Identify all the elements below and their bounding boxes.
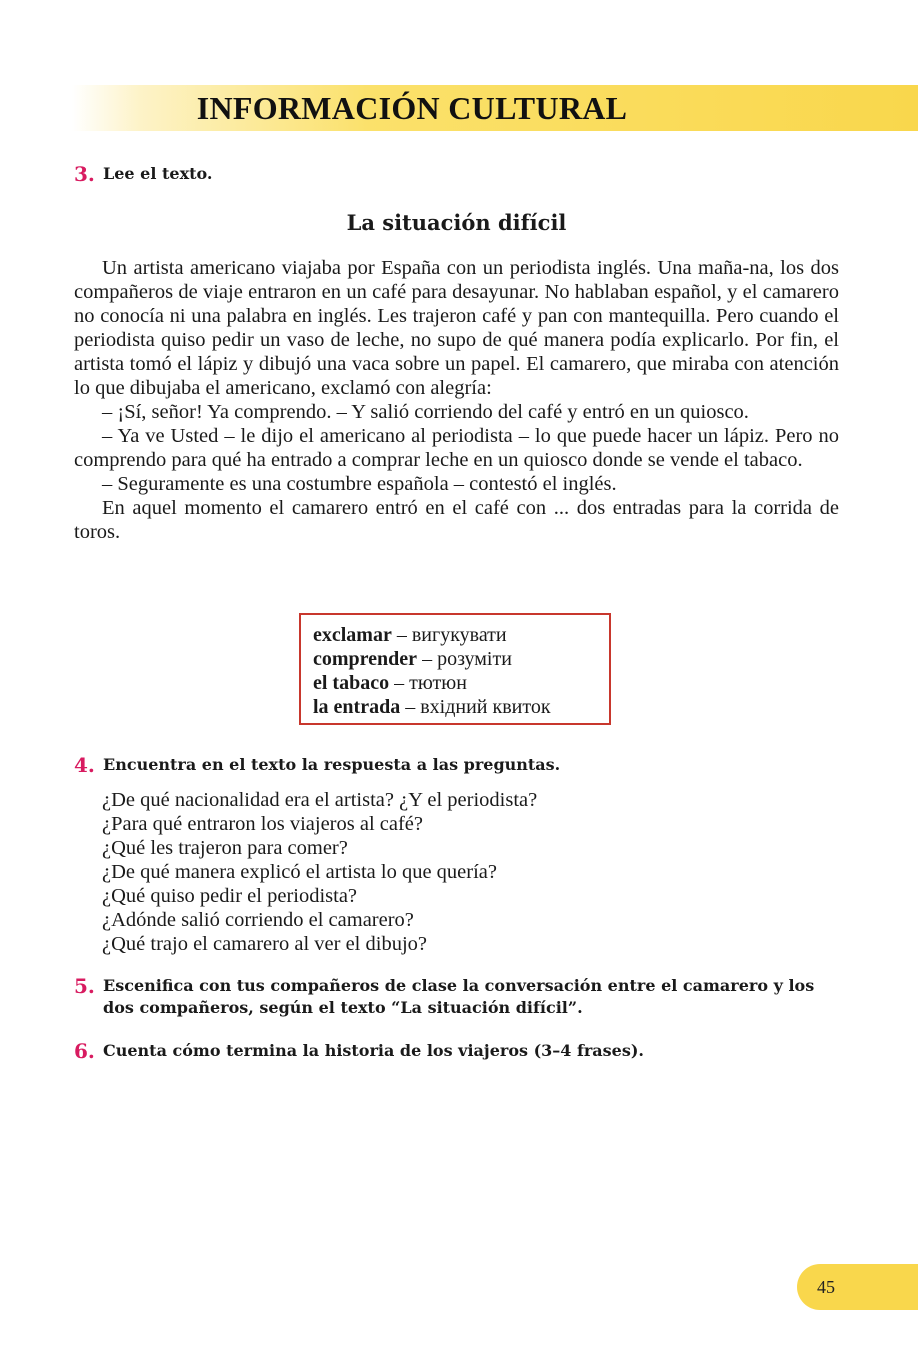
task-3 <box>74 163 844 185</box>
story-paragraph: – ¡Sí, señor! Ya comprendo. – Y salió corriendo del café y entró en un quiosco. <box>102 401 749 423</box>
question-item: ¿Qué trajo el camarero al ver el dibujo? <box>102 933 427 955</box>
task-number: 3. <box>74 162 95 186</box>
vocab-entry <box>313 695 609 719</box>
story-paragraph: En aquel momento el camarero entró en el café con ... dos entradas para la corrida de toros. <box>74 497 839 543</box>
task-number: 4. <box>74 753 95 777</box>
vocab-translation: – тютюн <box>389 672 467 694</box>
story-paragraph: – Seguramente es una costumbre española – contestó el inglés. <box>102 473 617 495</box>
task-instruction: Cuenta cómo termina la historia de los viajeros (3–4 frases). <box>103 1041 644 1060</box>
story-text <box>74 256 839 544</box>
task-number: 6. <box>74 1039 95 1063</box>
question-item: ¿De qué nacionalidad era el artista? ¿Y el periodista? <box>102 789 538 811</box>
task-instruction: Encuentra en el texto la respuesta a las preguntas. <box>103 755 561 774</box>
task-5 <box>74 975 844 1019</box>
task-instruction: Lee el texto. <box>103 164 213 183</box>
vocab-entry <box>313 671 609 695</box>
page-number: 45 <box>817 1277 835 1297</box>
vocab-entry <box>313 623 609 647</box>
question-item: ¿Qué quiso pedir el periodista? <box>102 885 358 907</box>
question-item: ¿Qué les trajeron para comer? <box>102 837 348 859</box>
story-title: La situación difícil <box>346 210 567 235</box>
vocab-translation: – вхідний квиток <box>400 696 551 718</box>
task-4 <box>74 754 844 776</box>
question-list <box>102 788 802 956</box>
vocab-translation: – вигукувати <box>391 624 507 646</box>
story-paragraph: – Ya ve Usted – le dijo el americano al periodista – lo que puede hacer un lápiz. Pero no comprendo para qué ha entrado a comprar leche en un quiosco donde se vende el tabaco. <box>74 425 839 471</box>
task-number: 5. <box>74 974 95 998</box>
vocab-term: comprender <box>313 648 418 670</box>
page-title: INFORMACIÓN CULTURAL <box>196 90 628 126</box>
vocab-entry <box>313 647 609 671</box>
task-6 <box>74 1040 844 1062</box>
story-paragraph: Un artista americano viajaba por España con un periodista inglés. Una maña-na, los dos compañeros de viaje entraron en un café para desayunar. No hablaban español, y el camarero no conocía ni una palabra en inglés. Les trajeron café y pan con mantequilla. Pero cuando el periodista quiso pedir un vaso de leche, no supo de qué manera podía explicarlo. Por fin, el artista tomó el lápiz y dibujó una vaca sobre un papel. El camarero, que miraba con atención lo que dibujaba el americano, exclamó con alegría: <box>74 257 839 399</box>
task-instruction: Escenifica con tus compañeros de clase la conversación entre el camarero y los dos compañeros, según el texto “La situación difícil”. <box>103 976 815 1017</box>
vocabulary-box <box>299 613 611 725</box>
vocab-term: el tabaco <box>313 672 390 694</box>
question-item: ¿Para qué entraron los viajeros al café? <box>102 813 424 835</box>
vocab-term: la entrada <box>313 696 401 718</box>
vocab-term: exclamar <box>313 624 392 646</box>
question-item: ¿De qué manera explicó el artista lo que quería? <box>102 861 498 883</box>
question-item: ¿Adónde salió corriendo el camarero? <box>102 909 414 931</box>
vocab-translation: – розуміти <box>417 648 512 670</box>
